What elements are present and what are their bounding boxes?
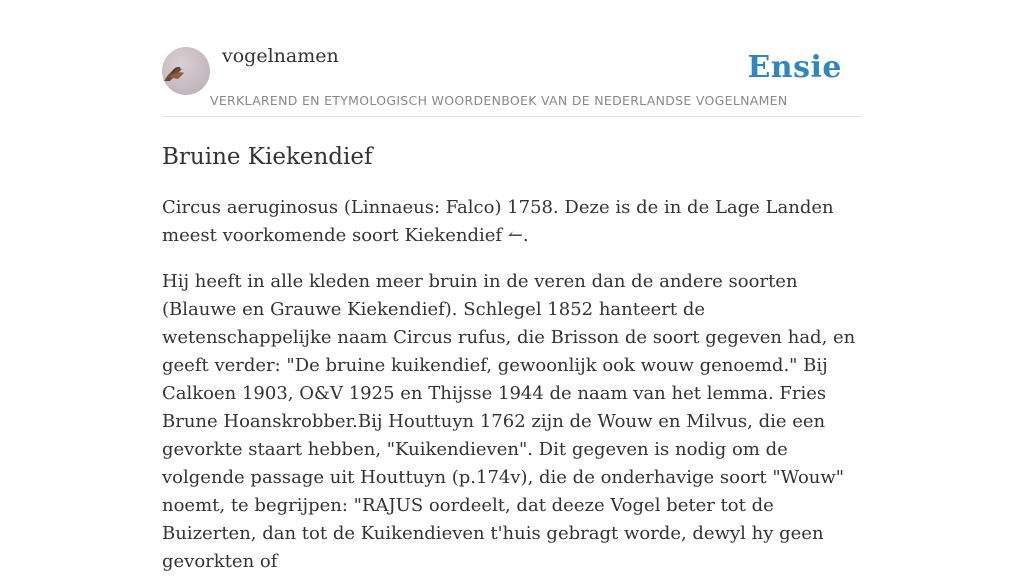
ensie-logo[interactable]: Ensie: [747, 50, 842, 85]
bird-avatar-icon[interactable]: [162, 47, 210, 95]
article-paragraph-2: Hij heeft in alle kleden meer bruin in de veren dan de andere soorten (Blauwe en Grauwe Kiekendief). Schlegel 1852 hanteert de wetenschappelijke naam Circus rufus, die Brisson de soort gegeven had, en geeft verder: "De bruine kuikendief, gewoonlijk ook wouw genoemd." Bij Calkoen 1903, O&V 1925 en Thijsse 1944 de naam van het lemma. Fries Brune Hoanskrobber.Bij Houttuyn 1762 zijn de Wouw en Milvus, die een gevorkte staart hebben, "Kuikendieven". Dit gegeven is nodig om de volgende passage uit Houttuyn (p.174v), die de onderhavige soort "Wouw" noemt, te begrijpen: "RAJUS oordeelt, dat deeze Vogel beter tot de Buizerten, dan tot de Kuikendieven t'huis gebragt worde, dewyl hy geen gevorkten of: [162, 271, 856, 572]
site-header: [162, 0, 862, 117]
site-name-link[interactable]: vogelnamen: [222, 45, 339, 67]
article-title: Bruine Kiekendief: [162, 144, 373, 170]
article-paragraph-1: Circus aeruginosus (Linnaeus: Falco) 1758. Deze is de in de Lage Landen meest voorkomende soort Kiekendief ↼.: [162, 197, 834, 246]
site-subtitle: VERKLAREND EN ETYMOLOGISCH WOORDENBOEK VAN DE NEDERLANDSE VOGELNAMEN: [210, 93, 788, 108]
bird-silhouette-icon: [162, 47, 210, 95]
page: [162, 0, 862, 576]
